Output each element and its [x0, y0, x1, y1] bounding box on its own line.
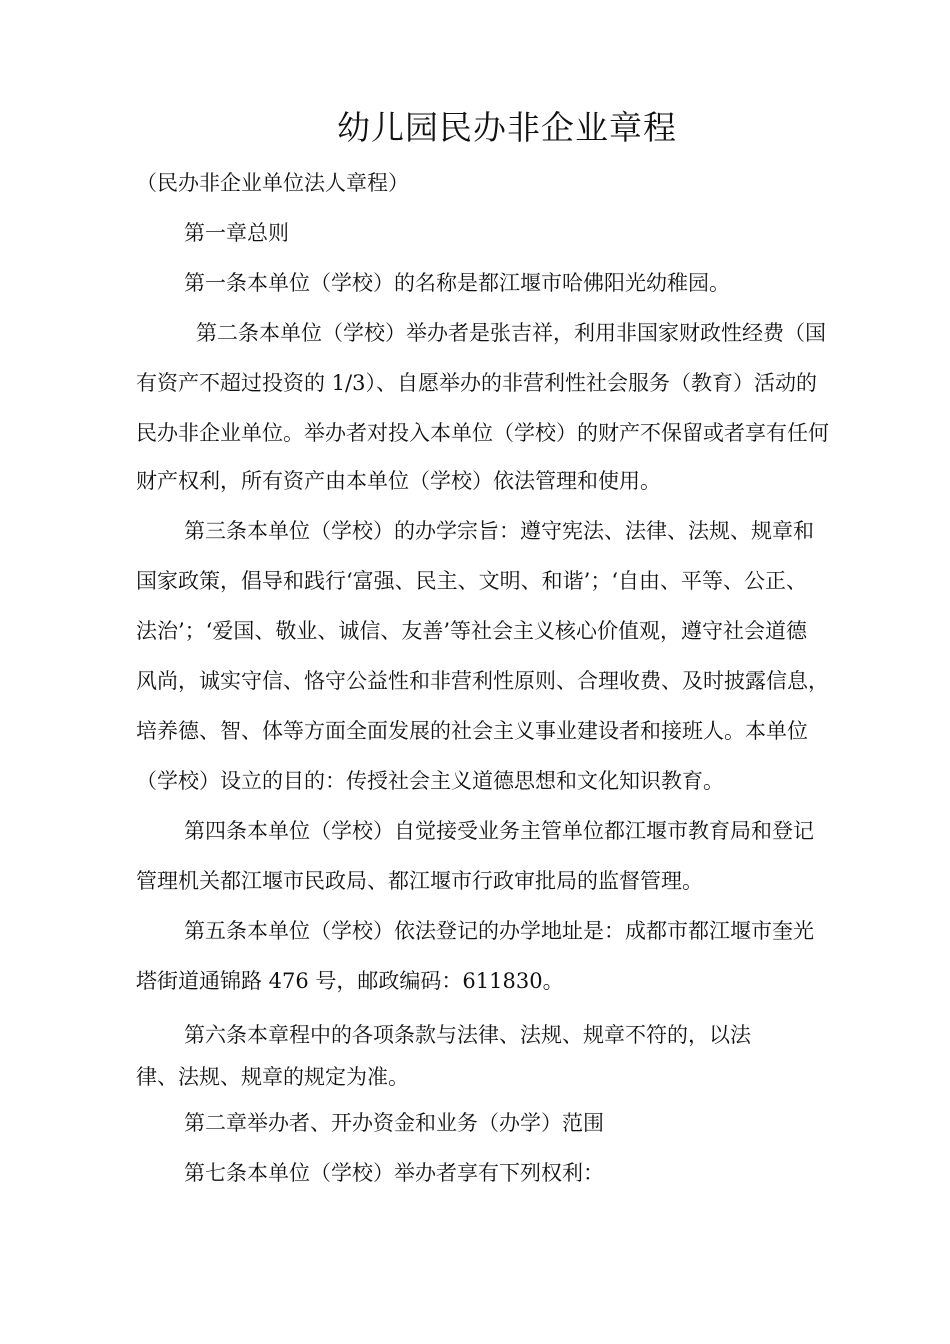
document-title: 幼儿园民办非企业章程 — [337, 108, 677, 147]
article-2-line-4: 财产权利，所有资产由本单位（学校）依法管理和使用。 — [136, 469, 661, 493]
article-6-line-2: 律、法规、规章的规定为准。 — [136, 1065, 409, 1089]
article-4-line-2: 管理机关都江堰市民政局、都江堰市行政审批局的监督管理。 — [136, 869, 703, 893]
document-subtitle: （民办非企业单位法人章程） — [136, 171, 409, 195]
chapter-1-heading: 第一章总则 — [184, 221, 289, 245]
article-4-line-1: 第四条本单位（学校）自觉接受业务主管单位都江堰市教育局和登记 — [184, 819, 814, 843]
article-3-line-6: （学校）设立的目的：传授社会主义道德思想和文化知识教育。 — [136, 769, 724, 793]
article-2-line-2: 有资产不超过投资的 1/3）、自愿举办的非营利性社会服务（教育）活动的 — [136, 371, 817, 395]
article-3-line-2: 国家政策，倡导和践行‘富强、民主、文明、和谐’；‘自由、平等、公正、 — [136, 569, 808, 593]
article-3-line-4: 风尚，诚实守信、恪守公益性和非营利性原则、合理收费、及时披露信息， — [136, 669, 829, 693]
article-3-line-1: 第三条本单位（学校）的办学宗旨：遵守宪法、法律、法规、规章和 — [184, 519, 814, 543]
article-3-line-5: 培养德、智、体等方面全面发展的社会主义事业建设者和接班人。本单位 — [136, 719, 808, 743]
article-2-line-3: 民办非企业单位。举办者对投入本单位（学校）的财产不保留或者享有任何 — [136, 421, 829, 445]
article-2-line-1: 第二条本单位（学校）举办者是张吉祥，利用非国家财政性经费（国 — [196, 321, 826, 345]
article-3-line-3: 法治’；‘爱国、敬业、诚信、友善’等社会主义核心价值观，遵守社会道德 — [136, 619, 808, 643]
article-7: 第七条本单位（学校）举办者享有下列权利： — [184, 1161, 604, 1185]
article-5-line-1: 第五条本单位（学校）依法登记的办学地址是：成都市都江堰市奎光 — [184, 919, 814, 943]
article-6-line-1: 第六条本章程中的各项条款与法律、法规、规章不符的，以法 — [184, 1023, 751, 1047]
chapter-2-heading: 第二章举办者、开办资金和业务（办学）范围 — [184, 1111, 604, 1135]
article-5-line-2: 塔街道通锦路 476 号，邮政编码：611830。 — [136, 969, 564, 993]
article-1: 第一条本单位（学校）的名称是都江堰市哈佛阳光幼稚园。 — [184, 271, 730, 295]
